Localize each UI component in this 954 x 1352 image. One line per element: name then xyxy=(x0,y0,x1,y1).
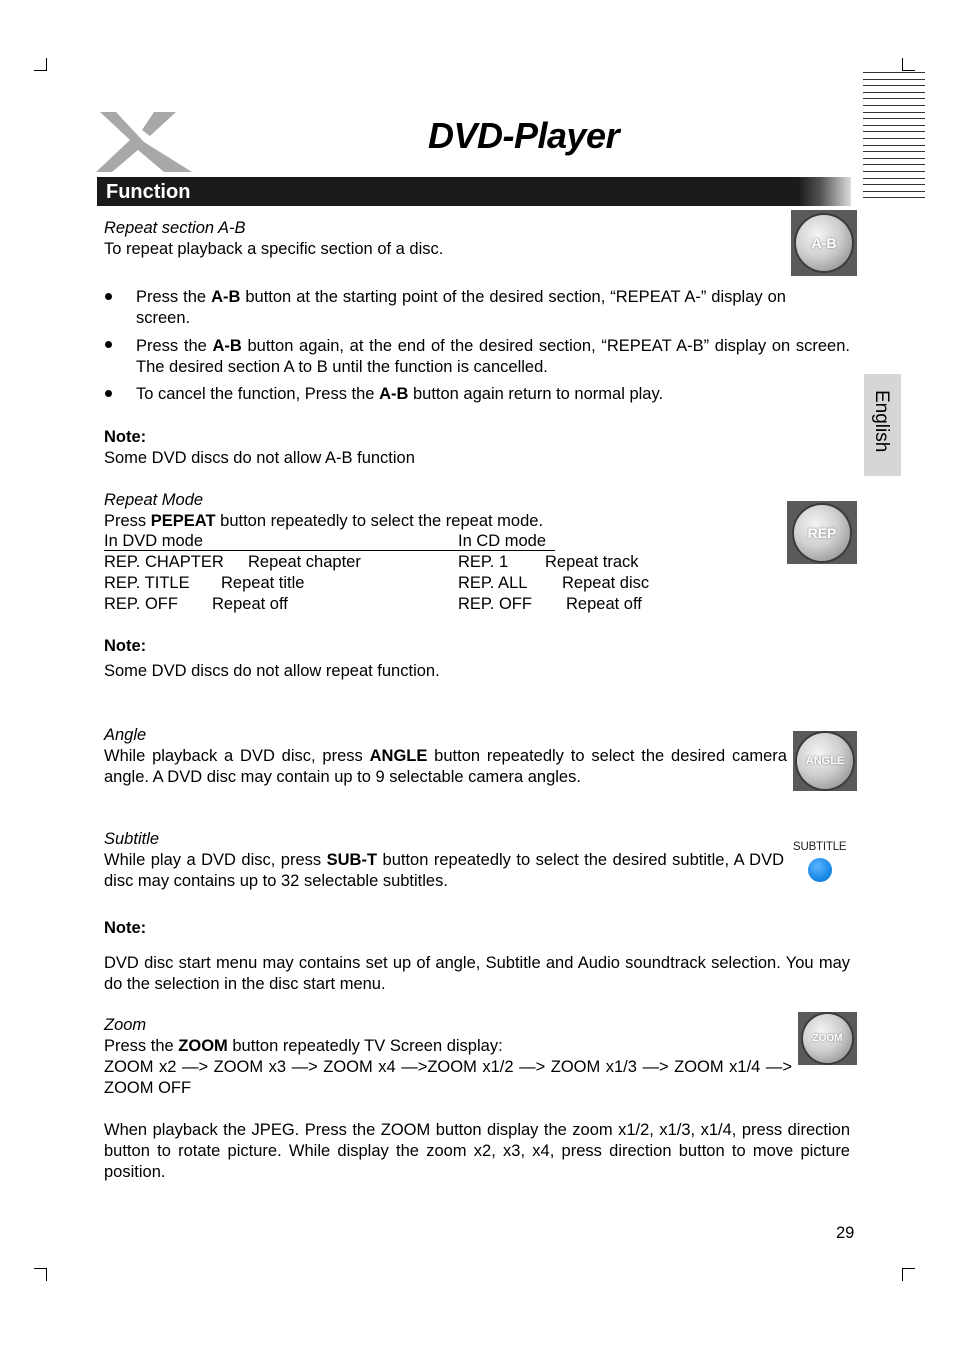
ab-button-image xyxy=(791,210,857,276)
repeat-ab-bullet-2: Press the A-B button again, at the end of the desired section, “REPEAT A-B” display on screen. The desired section A to B until the function is cancelled. xyxy=(136,337,850,376)
repeat-ab-heading: Repeat section A-B xyxy=(104,219,246,237)
dvd-row-desc: Repeat chapter xyxy=(248,553,361,571)
angle-button-label: ANGLE xyxy=(797,733,853,789)
crop-mark-bottom-right xyxy=(902,1268,915,1281)
section-title: Function xyxy=(106,181,191,203)
page-title: DVD-Player xyxy=(428,115,620,156)
repeat-mode-heading: Repeat Mode xyxy=(104,491,204,509)
subtitle-text: While play a DVD disc, press SUB-T button repeatedly to select the desired subtitle, A DVD disc may contains up to 32 selectable subtitles. xyxy=(104,851,784,890)
language-tab-label: English xyxy=(871,390,892,453)
bullet-dot xyxy=(105,341,112,348)
repeat-ab-bullet-3: To cancel the function, Press the A-B button again return to normal play. xyxy=(136,385,664,403)
repeat-mode-intro: Press PEPEAT button repeatedly to select the repeat mode. xyxy=(104,512,544,530)
dvd-row-desc: Repeat off xyxy=(212,595,288,613)
angle-heading: Angle xyxy=(104,726,147,744)
table-header-rule xyxy=(104,550,555,551)
rep-button-label: REP xyxy=(794,505,850,561)
repeat-ab-bullet-1: Press the A-B button at the starting point of the desired section, “REPEAT A-” display on screen. xyxy=(136,288,786,327)
bullet-dot xyxy=(105,390,112,397)
dvd-row-desc: Repeat title xyxy=(221,574,305,592)
bullet-dot xyxy=(105,293,112,300)
language-tab xyxy=(864,374,901,476)
cd-row-desc: Repeat off xyxy=(566,595,642,613)
ab-button-label: A-B xyxy=(796,215,852,271)
zoom-intro: Press the ZOOM button repeatedly TV Screen display: xyxy=(104,1037,503,1055)
rep-button-image xyxy=(787,501,857,564)
note-label: Note: xyxy=(104,428,147,446)
crop-mark-top-right xyxy=(902,58,915,71)
angle-text: While playback a DVD disc, press ANGLE button repeatedly to select the desired camera angle. A DVD disc may contain up to 9 selectable camera angles. xyxy=(104,747,787,786)
dvd-row-code: REP. CHAPTER xyxy=(104,553,224,571)
decorative-lines xyxy=(863,72,925,204)
subtitle-button-label: SUBTITLE xyxy=(793,841,847,853)
crop-mark-top-left xyxy=(34,58,47,71)
cd-row-code: REP. ALL xyxy=(458,574,528,592)
dvd-row-code: REP. OFF xyxy=(104,595,178,613)
dvd-row-code: REP. TITLE xyxy=(104,574,190,592)
subtitle-note: DVD disc start menu may contains set up of angle, Subtitle and Audio soundtrack selection. You may do the selection in the disc start menu. xyxy=(104,954,850,993)
cd-row-desc: Repeat track xyxy=(545,553,639,571)
zoom-sequence: ZOOM x2 —> ZOOM x3 —> ZOOM x4 —>ZOOM x1/2 —> ZOOM x1/3 —> ZOOM x1/4 —> ZOOM OFF xyxy=(104,1058,792,1097)
section-bar xyxy=(97,177,851,206)
crop-mark-bottom-left xyxy=(34,1268,47,1281)
brand-logo-icon xyxy=(94,108,194,176)
subtitle-heading: Subtitle xyxy=(104,830,160,848)
subtitle-button-dot xyxy=(808,858,832,882)
zoom-button-image xyxy=(798,1012,857,1065)
zoom-jpeg-text: When playback the JPEG. Press the ZOOM button display the zoom x1/2, x1/3, x1/4, press direction button to rotate picture. While display the zoom x2, x3, x4, press direction button to move picture position. xyxy=(104,1121,850,1181)
repeat-mode-note: Some DVD discs do not allow repeat function. xyxy=(104,662,440,680)
repeat-ab-note: Some DVD discs do not allow A-B function xyxy=(104,449,415,467)
cd-row-code: REP. 1 xyxy=(458,553,509,571)
cd-row-code: REP. OFF xyxy=(458,595,532,613)
angle-button-image xyxy=(793,731,857,791)
note-label: Note: xyxy=(104,919,147,937)
repeat-ab-intro: To repeat playback a specific section of a disc. xyxy=(104,240,444,258)
zoom-heading: Zoom xyxy=(104,1016,147,1034)
cd-mode-header: In CD mode xyxy=(458,532,547,550)
note-label: Note: xyxy=(104,637,147,655)
cd-row-desc: Repeat disc xyxy=(562,574,650,592)
dvd-mode-header: In DVD mode xyxy=(104,532,204,550)
zoom-button-label: ZOOM xyxy=(803,1014,852,1063)
subtitle-button-image xyxy=(790,838,858,886)
page-number: 29 xyxy=(836,1224,855,1242)
